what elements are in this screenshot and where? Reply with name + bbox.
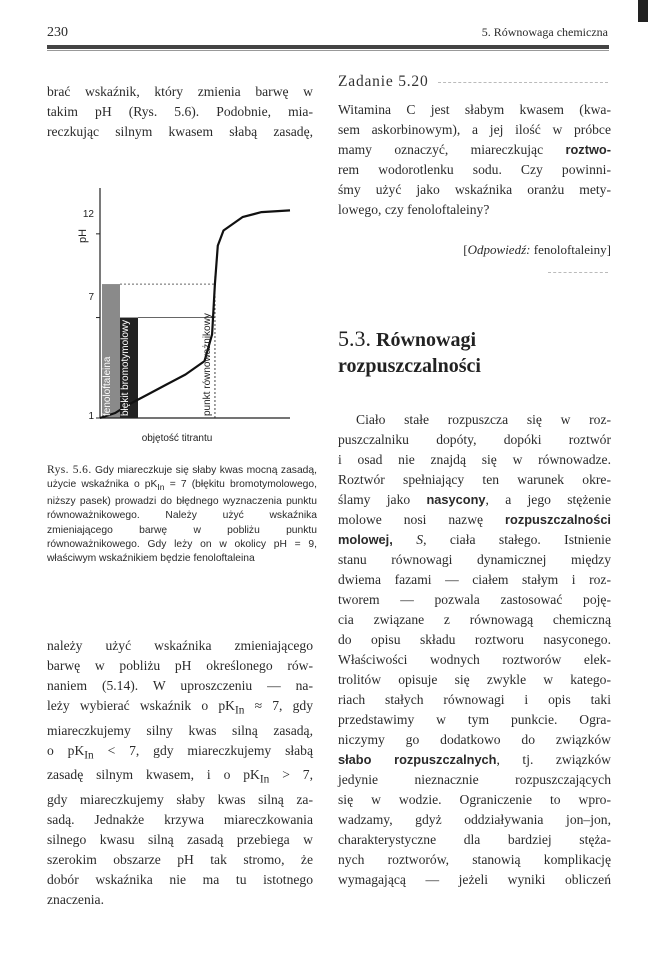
left-paragraph-bottom (47, 636, 313, 910)
y-tick-12: 12 (82, 209, 94, 220)
text-line: cia związane z równowagą chemiczną (338, 612, 611, 627)
text-line: niczymy go dodatkowo do związków (338, 732, 611, 747)
section-title-line2: rozpuszczalności (338, 355, 481, 377)
text-line: ślamy jako nasycony, a jego stężenie (338, 492, 611, 507)
header-rule (47, 45, 609, 49)
caption-lead: Rys. 5.6. (47, 464, 92, 476)
answer-value: fenoloftaleiny (533, 242, 607, 257)
text-line: miareczkujemy silny kwas silną zasadą, (47, 722, 313, 738)
band-label-bromothymol: błękit bromotymolowy (120, 319, 131, 416)
left-paragraph-top (47, 82, 313, 142)
text-line: molowe nosi nazwę rozpuszczalności (338, 512, 611, 527)
exercise-end-rule (548, 272, 608, 273)
text-line: dobór wskaźnika nie ma tu istotnego (47, 872, 313, 888)
text-line: i osad nie znajdą się w równowadze. (338, 452, 611, 467)
text-line: Właściwości wodnych roztworów elek- (338, 652, 611, 667)
text-line: puszczalniku dopóty, dopóki roztwór (338, 432, 611, 447)
text-line: sadą. Jednakże krzywa miareczkowania (47, 812, 313, 828)
page-corner-mark (638, 0, 648, 22)
text-line: reczkując silnym kwasem słabą zasadę, (47, 124, 313, 139)
text-line: śmy użyć jako wskaźnika oranżu mety- (338, 182, 611, 197)
exercise-answer: [Odpowiedź: fenoloftaleiny] (463, 242, 611, 257)
text-line: nych roztworów, stanowią komplikację (338, 852, 611, 867)
text-line: stanu równowagi dynamicznej między (338, 552, 611, 567)
text-line: molowej, S, ciała stałego. Istnienie (338, 532, 611, 547)
text-line: brać wskaźnik, który zmienia barwę w (47, 84, 313, 99)
header-rule-thin (47, 50, 609, 51)
section-title-line1: Równowagi (376, 329, 477, 351)
text-line: Ciało stałe rozpuszcza się w roz- (356, 412, 611, 427)
y-tick-7: 7 (88, 292, 94, 303)
exercise-title: Zadanie 5.20 (338, 73, 429, 90)
text-line: Witamina C jest słabym kwasem (kwa- (338, 102, 611, 117)
section-body (338, 410, 611, 890)
text-line: przedstawimy w tym punkcie. Ogra- (338, 712, 611, 727)
text-line: trolitów opisuje się zwykle w katego- (338, 672, 611, 687)
text-line: szerokim obszarze pH tak stromo, że (47, 852, 313, 868)
y-tick-1: 1 (88, 411, 94, 422)
text-line: tworem — pozwala zastosować poję- (338, 592, 611, 607)
text-line: wadzamy, gdyż oddziaływania jon–jon, (338, 812, 611, 827)
text-line: silnego kwasu silną zasadą przebiega w (47, 832, 313, 848)
text-line: lowego, czy fenoloftaleiny? (338, 202, 490, 217)
text-line: do opisu składu roztworu nasyconego. (338, 632, 611, 647)
text-line: sem askorbinowym), a jej ilość w próbce (338, 122, 611, 137)
text-line: znaczenia. (47, 892, 104, 908)
text-line: jedynie nieznacznie rozpuszczających (338, 772, 611, 787)
text-line: się w wodzie. Ograniczenie to wpro- (338, 792, 611, 807)
y-axis-label: pH (77, 228, 89, 244)
text-line: riach stałych równowagi i opis taki (338, 692, 611, 707)
text-line: zasadę silnym kwasem, i o $pK_{In} > 7$, (47, 767, 313, 787)
text-line: wymagającą — jeżeli wyniki obliczeń (338, 872, 611, 887)
section-number: 5.3. (338, 326, 371, 351)
text-line: charakterystyczne dla bardziej stęża- (338, 832, 611, 847)
text-line: należy użyć wskaźnika zmieniającego (47, 638, 313, 653)
text-line: o $pK_{In} < 7$, gdy miareczkujemy słabą (47, 742, 313, 762)
exercise-text (338, 100, 611, 220)
equivalence-label: punkt równoważnikowy (202, 313, 213, 416)
exercise-title-rule (438, 82, 608, 83)
answer-label: Odpowiedź (467, 242, 527, 257)
titration-chart (60, 178, 300, 448)
x-axis-label: objętość titrantu (141, 433, 213, 444)
caption-sub: In (157, 482, 165, 493)
text-line: dwiema fazami — ciałem stałym i roz- (338, 572, 611, 587)
running-header: 5. Równowaga chemiczna (481, 25, 608, 39)
page-number: 230 (47, 25, 68, 40)
text-line: rem wodorotlenku sodu. Czy powinni- (338, 162, 611, 177)
text-line: takim pH (Rys. 5.6). Podobnie, mia- (47, 104, 313, 119)
figure-caption (47, 463, 317, 567)
text-line: gdy miareczkujemy słaby kwas silną za- (47, 792, 313, 808)
text-line: Roztwór spełniający ten warunek okre- (338, 472, 611, 487)
caption-text-a: Gdy miareczkuje się słaby kwas mocną zasadą, użycie wskaźnika o pK (47, 465, 317, 491)
section-heading (338, 326, 481, 379)
text-line: barwę w pobliżu pH określonego rów- (47, 658, 313, 673)
text-line: leży wybierać wskaźnik o $pK_{In} \approx 7$, gdy (47, 698, 313, 717)
text-line: mamy oznaczyć, miareczkując roztwo- (338, 142, 611, 157)
band-label-phenolphthalein: fenoloftaleina (102, 356, 113, 416)
caption-text-b: = 7 (błękitu bromotymolowego, niższy pasek) prowadzi do błędnego wyznaczenia punktu równoważnikowego. Należy użyć wskaźnika zmieniającego barwę w pobliżu punktu równoważnikowego. Gdy leży on w okolicy pH = 9, właściwym wskaźnikiem będzie fenoloftaleina (47, 479, 318, 565)
text-line: naniem (5.14). W uproszczeniu — na- (47, 678, 313, 693)
text-line: słabo rozpuszczalnych, tj. związków (338, 752, 611, 767)
